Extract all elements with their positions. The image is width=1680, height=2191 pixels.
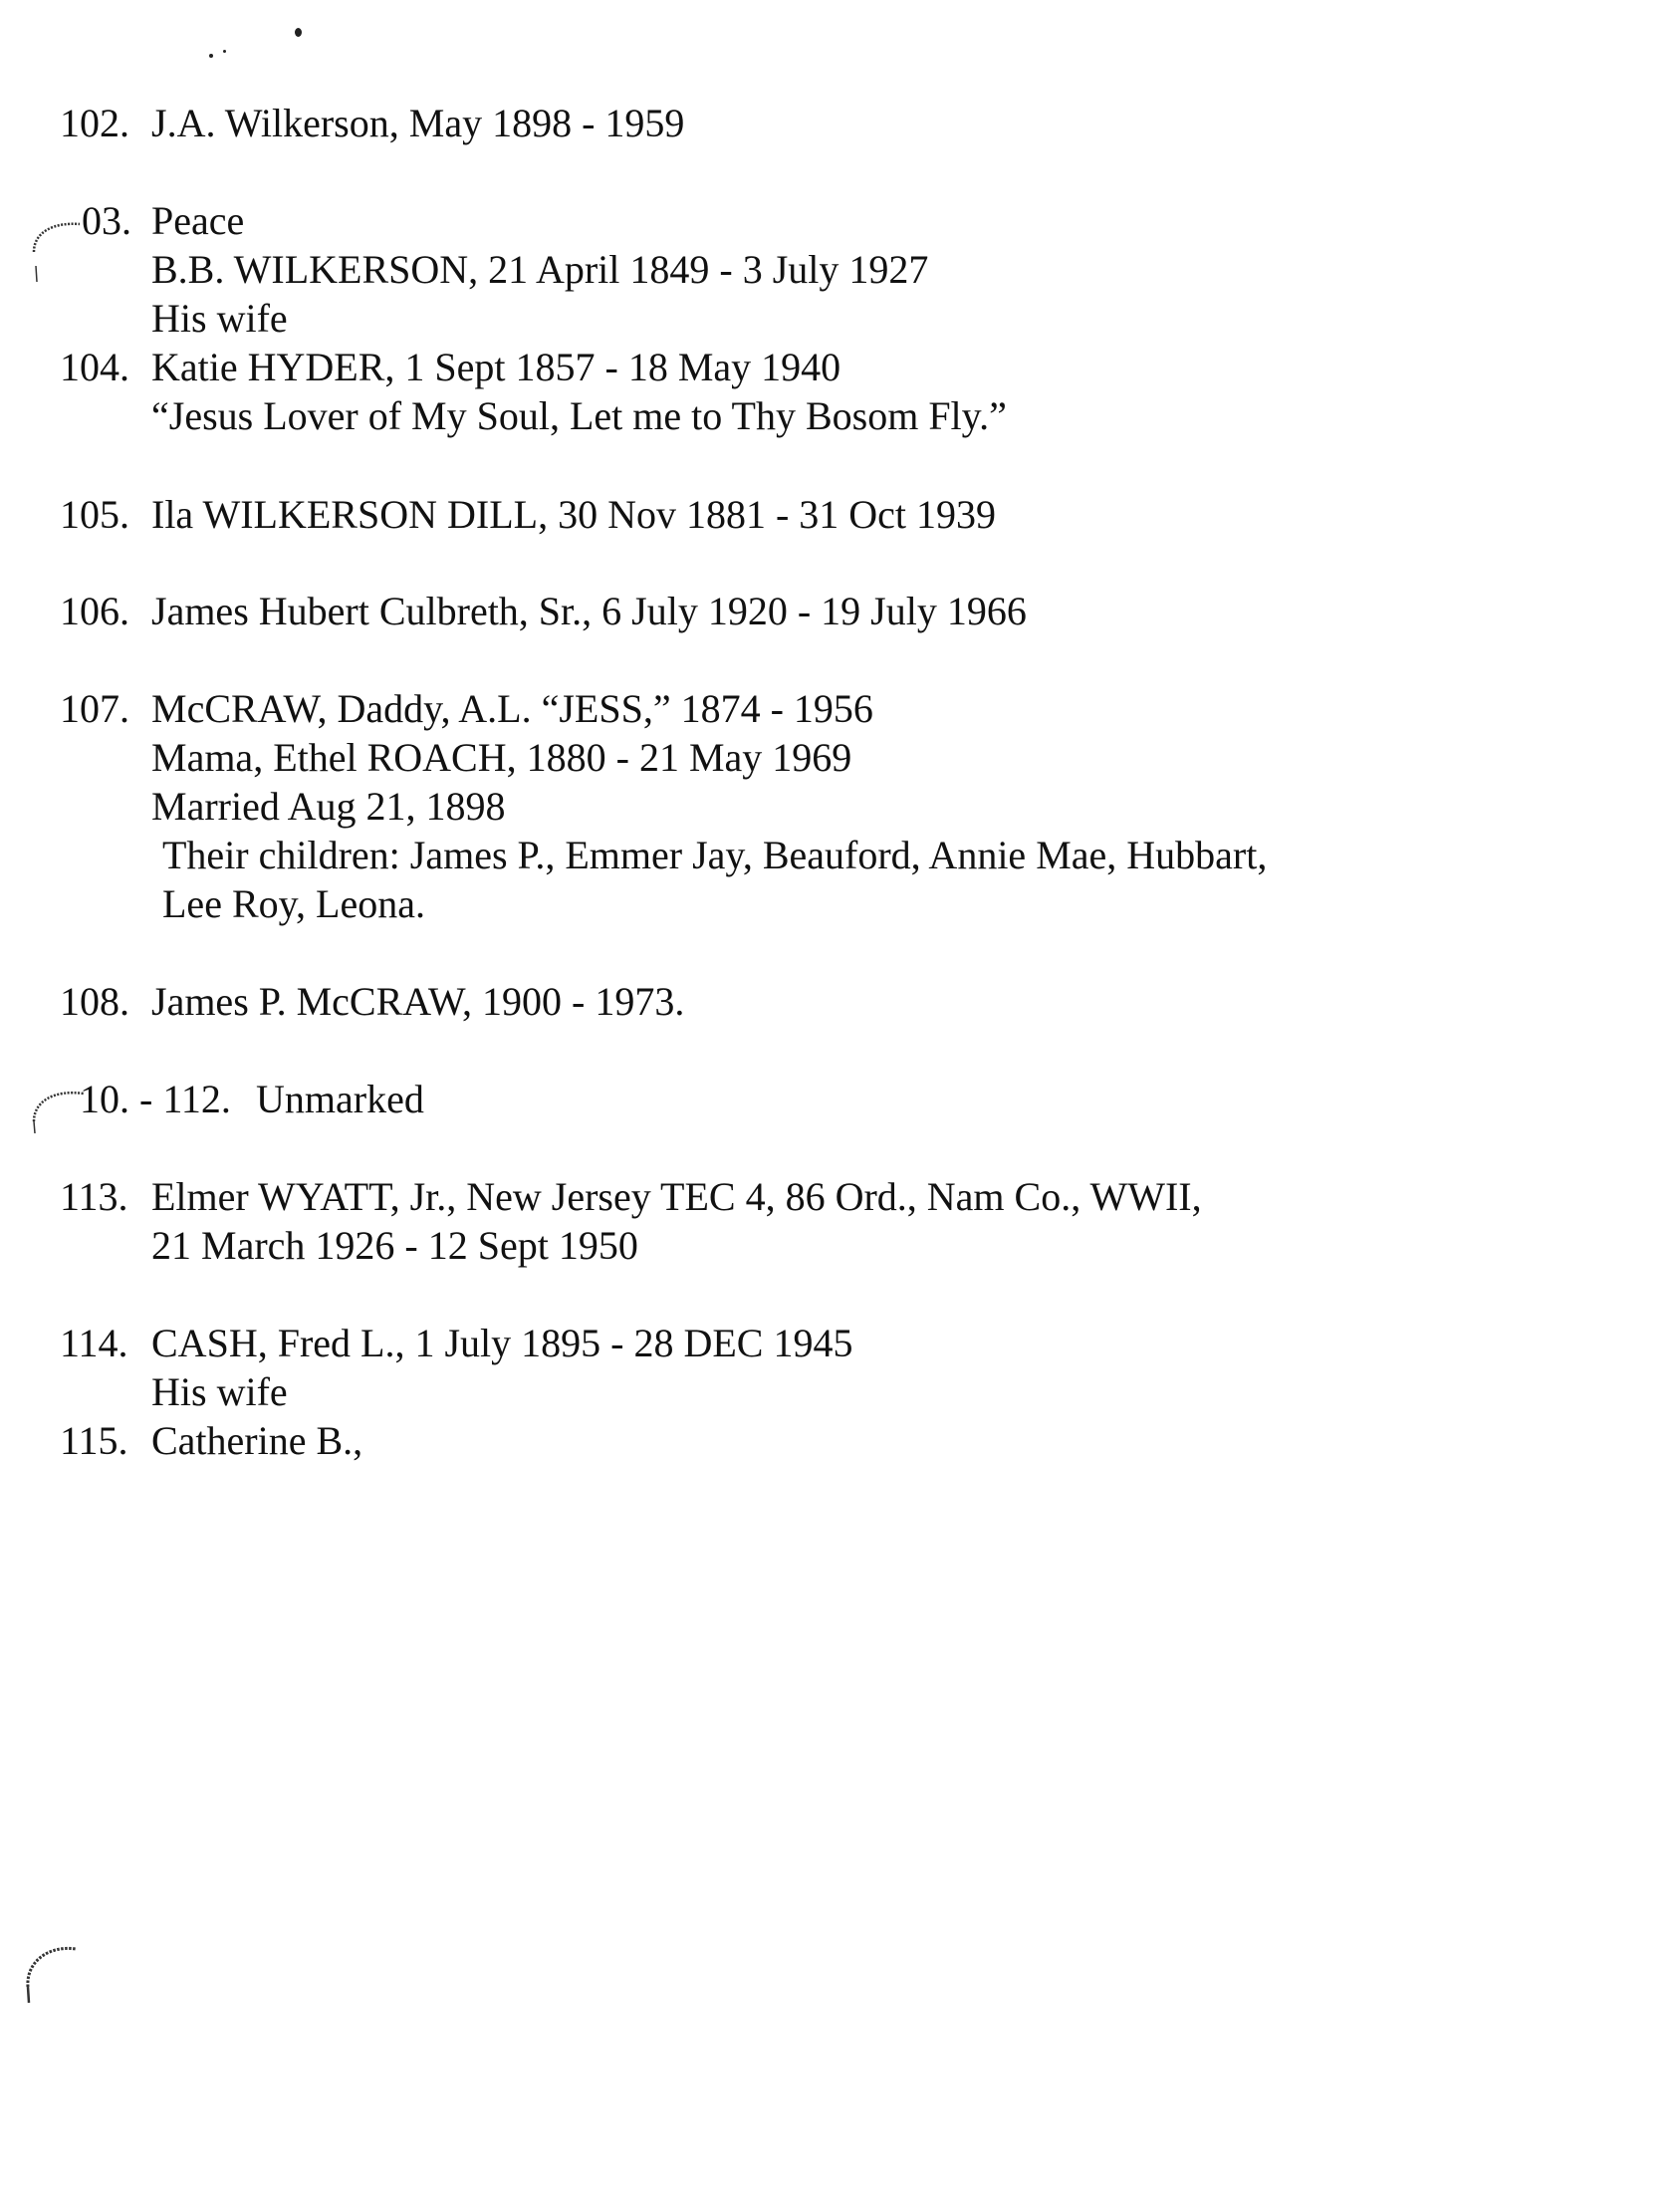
entry-text: Married Aug 21, 1898: [151, 784, 506, 829]
scan-speck: [209, 54, 213, 58]
entry-number: 104.: [60, 345, 129, 389]
entry-number: 108.: [60, 979, 129, 1024]
punch-mark-icon: [28, 1076, 88, 1135]
entry-text: Unmarked: [256, 1077, 424, 1121]
entry-text: Lee Roy, Leona.: [162, 881, 425, 926]
entry-text: His wife: [151, 1369, 288, 1414]
entry-text: James P. McCRAW, 1900 - 1973.: [151, 979, 685, 1024]
entry-text: CASH, Fred L., 1 July 1895 - 28 DEC 1945: [151, 1321, 853, 1365]
entry-number: 107.: [60, 686, 129, 731]
entry-text: B.B. WILKERSON, 21 April 1849 - 3 July 1927: [151, 247, 929, 292]
entry-number: 10. - 112.: [80, 1077, 231, 1121]
entry-text: Peace: [151, 198, 245, 243]
entry-text: Mama, Ethel ROACH, 1880 - 21 May 1969: [151, 735, 852, 780]
entry-text: “Jesus Lover of My Soul, Let me to Thy Bosom Fly.”: [151, 393, 1007, 438]
entry-text: 21 March 1926 - 12 Sept 1950: [151, 1223, 638, 1268]
entry-number: 113.: [60, 1174, 128, 1219]
entry-number: 102.: [60, 101, 129, 145]
entry-number: 115.: [60, 1418, 128, 1463]
entry-text: Katie HYDER, 1 Sept 1857 - 18 May 1940: [151, 345, 841, 389]
entry-text: Catherine B.,: [151, 1418, 363, 1463]
entry-number: 105.: [60, 492, 129, 537]
scan-speck: [223, 50, 226, 53]
entry-text: Their children: James P., Emmer Jay, Beauford, Annie Mae, Hubbart,: [162, 833, 1268, 877]
entry-text: McCRAW, Daddy, A.L. “JESS,” 1874 - 1956: [151, 686, 873, 731]
entry-number: 03.: [82, 198, 131, 243]
entry-text: His wife: [151, 296, 288, 341]
entry-text: Ila WILKERSON DILL, 30 Nov 1881 - 31 Oct 1939: [151, 492, 997, 537]
entry-text: J.A. Wilkerson, May 1898 - 1959: [151, 101, 685, 145]
punch-mark-icon: [28, 204, 84, 284]
punch-mark-icon: [22, 1927, 82, 2007]
entry-text: Elmer WYATT, Jr., New Jersey TEC 4, 86 Ord., Nam Co., WWII,: [151, 1174, 1202, 1219]
entry-number: 114.: [60, 1321, 128, 1365]
entry-text: James Hubert Culbreth, Sr., 6 July 1920 - 19 July 1966: [151, 589, 1027, 633]
entry-number: 106.: [60, 589, 129, 633]
scan-speck: [295, 28, 302, 37]
